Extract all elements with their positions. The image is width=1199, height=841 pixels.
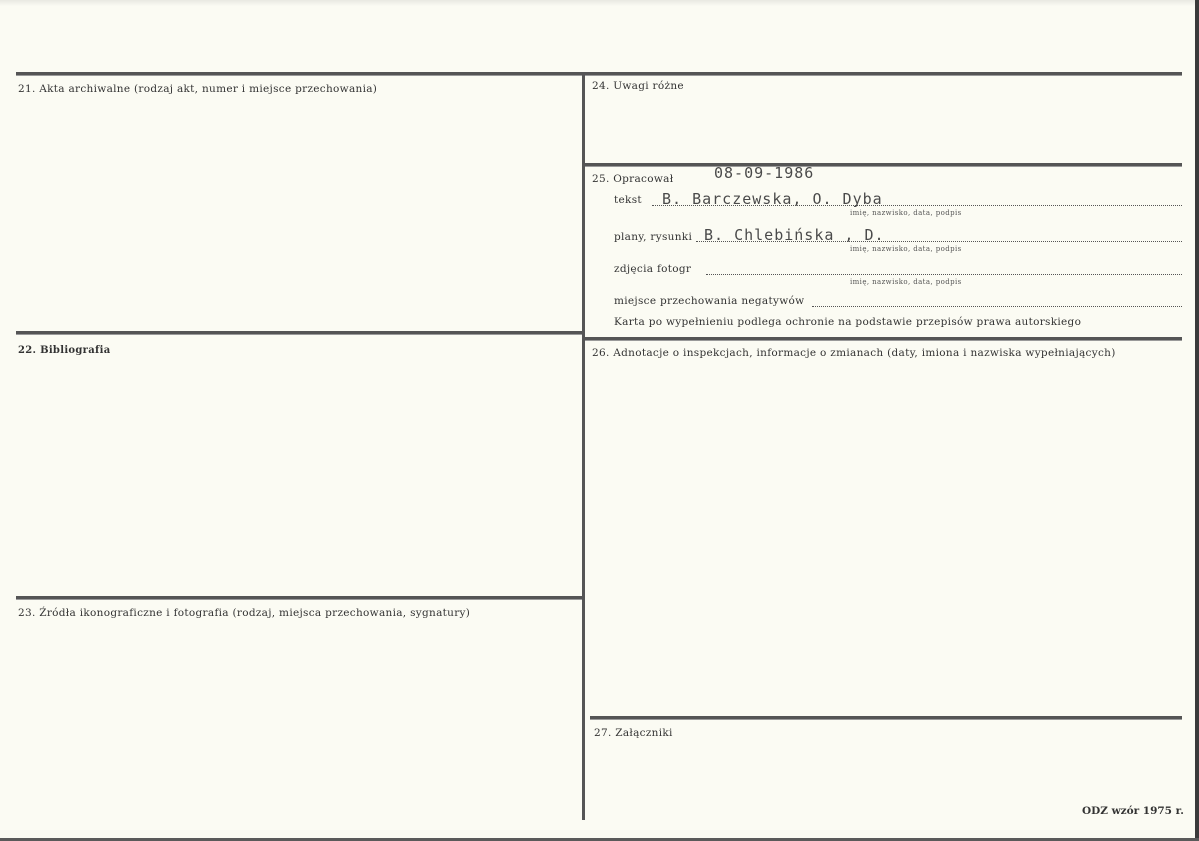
- section-22-label: 22. Bibliografia: [18, 345, 111, 356]
- prepared-date: 08-09-1986: [714, 164, 815, 182]
- photos-author-label: zdjęcia fotogr: [614, 263, 692, 275]
- plans-author-label: plany, rysunki: [614, 231, 693, 243]
- center-divider: [582, 72, 585, 820]
- photos-author-hint: imię, nazwisko, data, podpis: [850, 278, 962, 286]
- plans-author-value: B. Chlebińska , D.: [704, 226, 885, 244]
- section-25-label: 25. Opracował: [592, 173, 674, 185]
- plans-author-hint: imię, nazwisko, data, podpis: [850, 245, 962, 253]
- section-27-label: 27. Załączniki: [594, 727, 673, 739]
- rule-left-23: [16, 596, 582, 600]
- top-rule: [16, 72, 1182, 76]
- rule-right-25: [585, 163, 1182, 167]
- rule-right-26: [585, 337, 1182, 341]
- text-author-hint: imię, nazwisko, data, podpis: [850, 209, 962, 217]
- paper-top-edge: [0, 0, 1199, 6]
- rule-right-27: [590, 716, 1182, 720]
- photos-author-dotted-line: [706, 273, 1182, 275]
- negatives-location-dotted-line: [812, 305, 1182, 307]
- section-21-label: 21. Akta archiwalne (rodzaj akt, numer i miejsce przechowania): [18, 83, 378, 95]
- copyright-note: Karta po wypełnieniu podlega ochronie na podstawie przepisów prawa autorskiego: [614, 316, 1082, 328]
- rule-left-22: [16, 331, 582, 335]
- section-26-label: 26. Adnotacje o inspekcjach, informacje o zmianach (daty, imiona i nazwiska wypełniających): [592, 347, 1116, 359]
- form-identifier: ODZ wzór 1975 r.: [1082, 805, 1184, 817]
- section-23-label: 23. Źródła ikonograficzne i fotografia (rodzaj, miejsca przechowania, sygnatury): [18, 607, 471, 619]
- text-author-value: B. Barczewska, O. Dyba: [662, 190, 883, 208]
- text-author-label: tekst: [614, 194, 642, 206]
- paper-right-edge: [1195, 0, 1199, 841]
- negatives-location-label: miejsce przechowania negatywów: [614, 295, 805, 307]
- section-24-label: 24. Uwagi różne: [592, 80, 684, 92]
